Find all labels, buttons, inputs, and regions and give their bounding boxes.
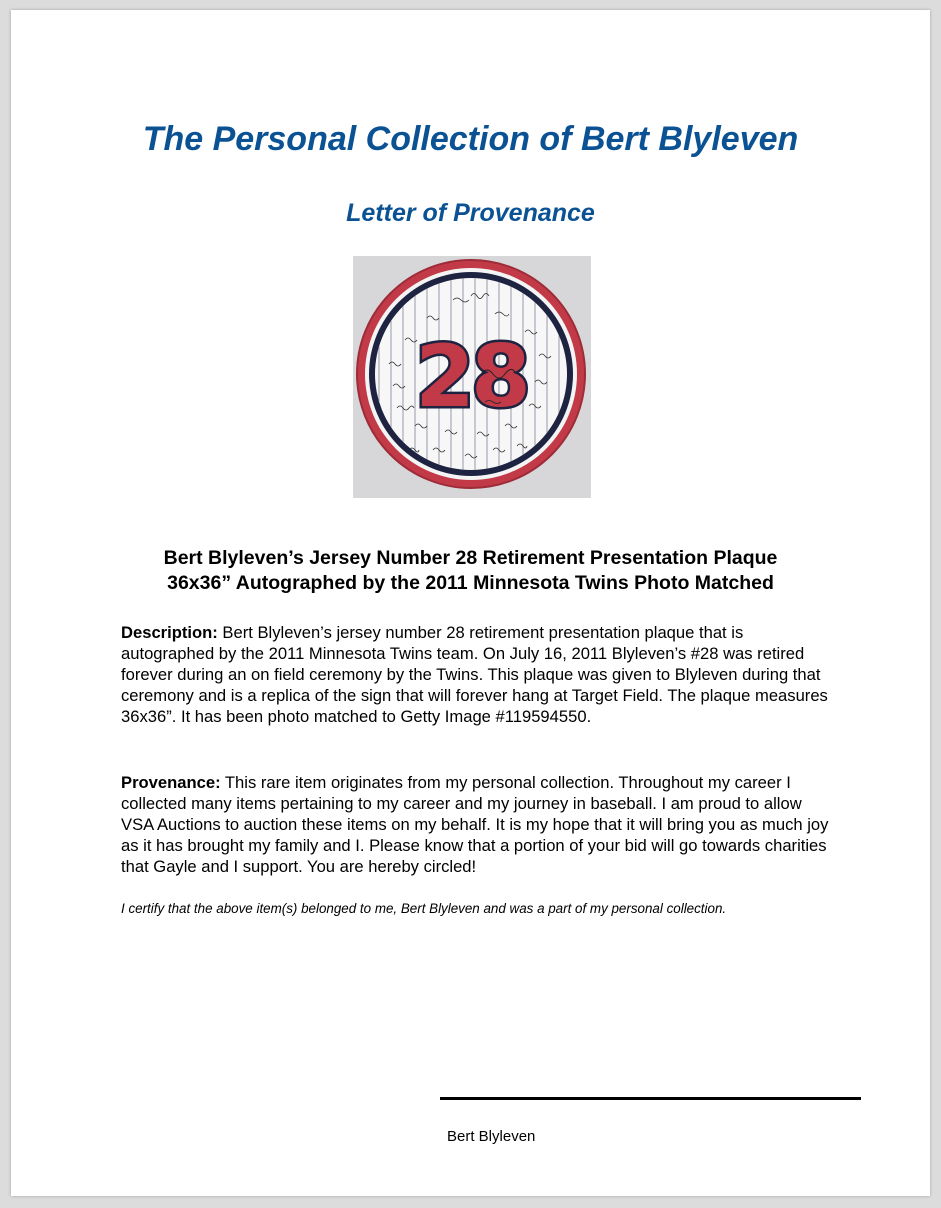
letter-page — [11, 10, 930, 1196]
signature-name: Bert Blyleven — [447, 1128, 536, 1145]
page-title: The Personal Collection of Bert Blyleven — [142, 120, 799, 158]
provenance-text: This rare item originates from my personal collection. Throughout my career I collected many items pertaining to my career and my journey in baseball. I am proud to allow VSA Auctions to auction these items on my behalf. It is my hope that it will bring you as much joy as it has brought my family and I. Please know that a portion of your bid will go towards charities that Gayle and I support. You are hereby circled! — [121, 773, 829, 876]
plaque-image — [353, 256, 591, 498]
provenance-label: Provenance: — [121, 773, 221, 792]
provenance-paragraph — [121, 772, 833, 877]
signature-line — [440, 1097, 861, 1100]
item-title-line1: Bert Blyleven’s Jersey Number 28 Retirement Presentation Plaque — [163, 547, 778, 569]
item-title-line2: 36x36” Autographed by the 2011 Minnesota Twins Photo Matched — [167, 572, 774, 594]
page-subtitle: Letter of Provenance — [346, 199, 595, 227]
description-label: Description: — [121, 623, 218, 642]
certification-statement: I certify that the above item(s) belonged to me, Bert Blyleven and was a part of my personal collection. — [121, 901, 727, 916]
item-title — [51, 546, 890, 596]
jersey-plaque-photo — [353, 256, 591, 498]
description-text: Bert Blyleven’s jersey number 28 retirement presentation plaque that is autographed by the 2011 Minnesota Twins team. On July 16, 2011 Blyleven’s #28 was retired forever during an on field ceremony by the Twins. This plaque was given to Blyleven during that ceremony and is a replica of the sign that will forever hang at Target Field. The plaque measures 36x36”. It has been photo matched to Getty Image #119594550. — [121, 623, 828, 726]
plaque-number: 28 — [415, 327, 527, 427]
description-paragraph — [121, 622, 833, 727]
